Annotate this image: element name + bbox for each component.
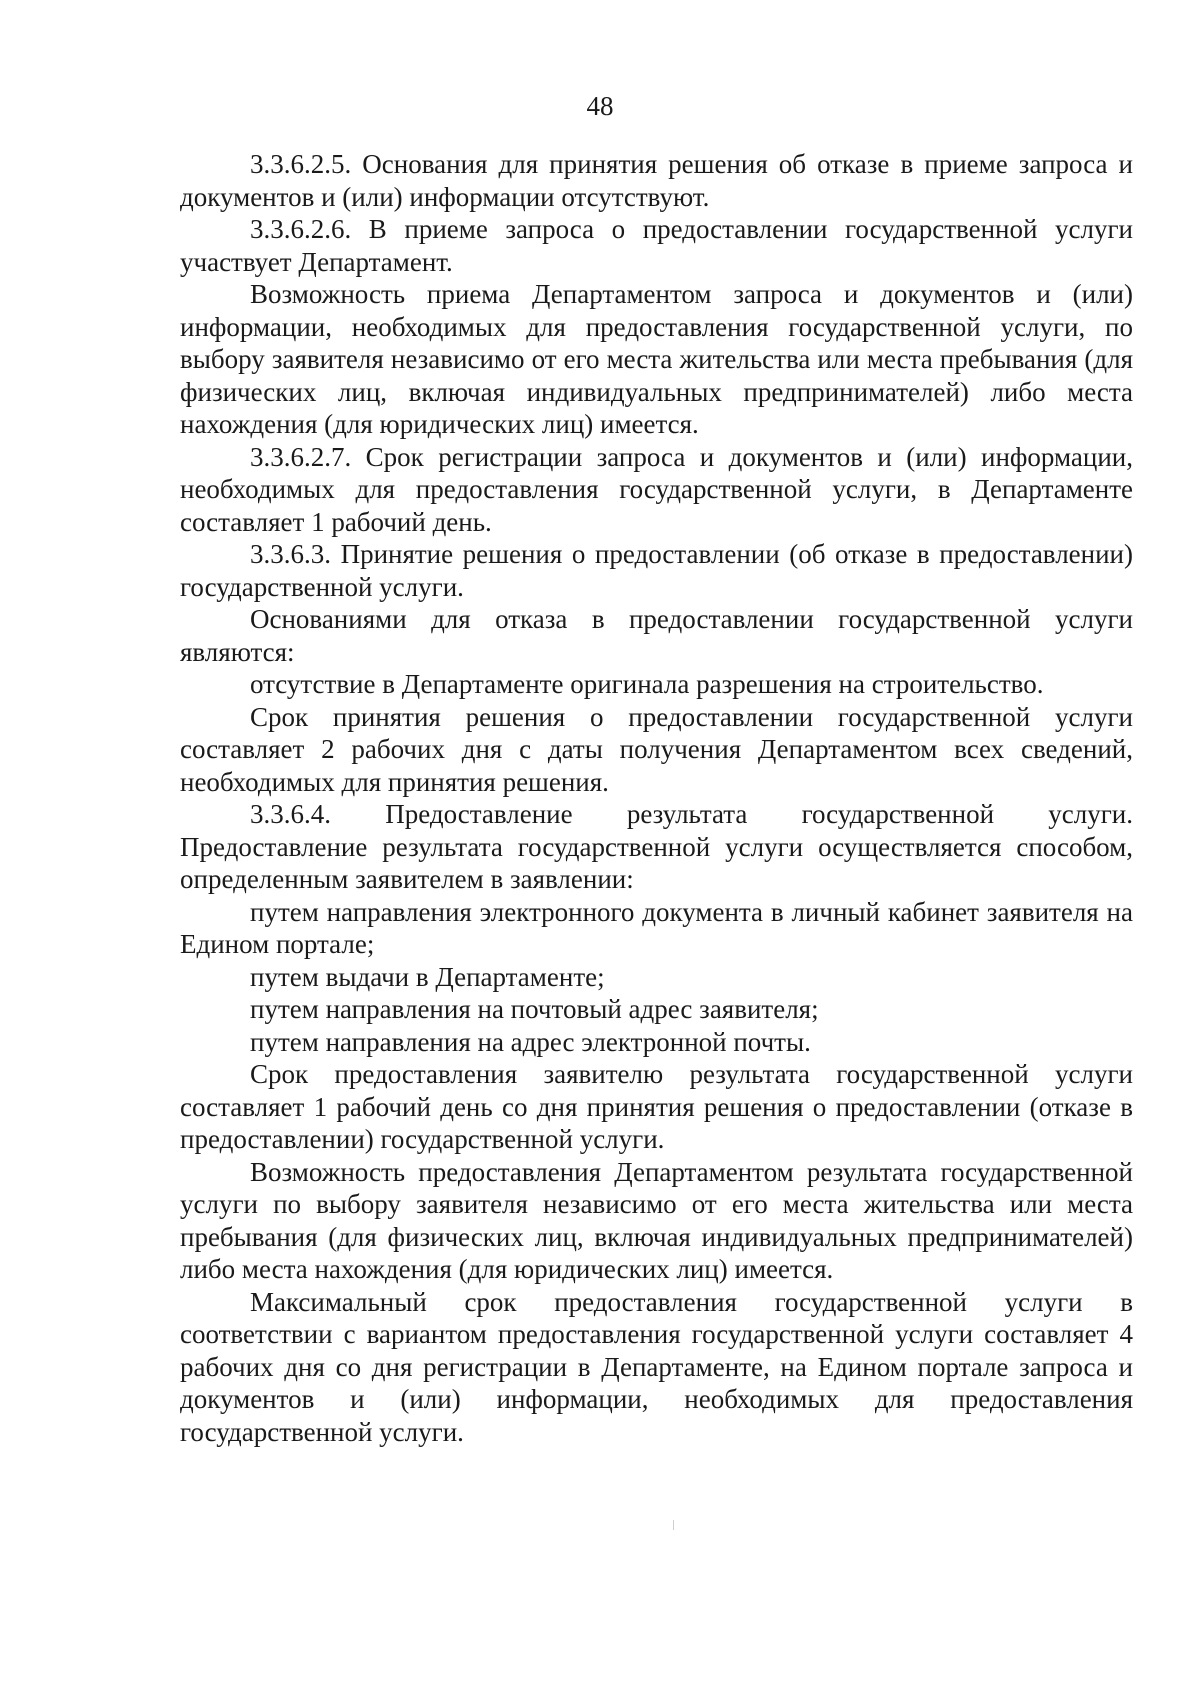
scan-speck: [673, 1520, 674, 1530]
paragraph-decision-term: Срок принятия решения о предоставлении государственной услуги составляет 2 рабочих дня с даты получения Департаментом всех сведений, необходимых для принятия решения.: [180, 701, 1133, 797]
paragraph-method-postal: путем направления на почтовый адрес заявителя;: [250, 994, 819, 1024]
paragraph-intake-possibility: Возможность приема Департаментом запроса и документов и (или) информации, необходимых для предоставления государственной услуги, по выбору заявителя независимо от его места жительства или места пребывания (для физических лиц, включая индивидуальных предпринимателей) либо места нахождения (для юридических лиц) имеется.: [180, 279, 1133, 439]
paragraph-3-3-6-3: 3.3.6.3. Принятие решения о предоставлении (об отказе в предоставлении) государственной услуги.: [180, 539, 1133, 602]
paragraph-method-personal-account: путем направления электронного документа в личный кабинет заявителя на Едином портале;: [180, 896, 1133, 959]
paragraph-refusal-ground-item: отсутствие в Департаменте оригинала разрешения на строительство.: [250, 669, 1044, 699]
paragraph-3-3-6-2-6: 3.3.6.2.6. В приеме запроса о предоставлении государственной услуги участвует Департамент.: [180, 214, 1133, 277]
paragraph-3-3-6-4: 3.3.6.4. Предоставление результата государственной услуги. Предоставление результата государственной услуги осуществляется способом, определенным заявителем в заявлении:: [180, 799, 1133, 894]
paragraph-refusal-grounds: Основаниями для отказа в предоставлении государственной услуги являются:: [180, 604, 1133, 667]
document-body: [180, 148, 1133, 1448]
paragraph-result-term: Срок предоставления заявителю результата государственной услуги составляет 1 рабочий день со дня принятия решения о предоставлении (отказе в предоставлении) государственной услуги.: [180, 1059, 1133, 1154]
paragraph-result-possibility: Возможность предоставления Департаментом результата государственной услуги по выбору заявителя независимо от его места жительства или места пребывания (для физических лиц, включая индивидуальных предпринимателей) либо места нахождения (для юридических лиц) имеется.: [180, 1156, 1133, 1284]
paragraph-maximum-term: Максимальный срок предоставления государственной услуги в соответствии с вариантом предоставления государственной услуги составляет 4 рабочих дня со дня регистрации в Департаменте, на Едином портале запроса и документов и (или) информации, необходимых для предоставления государственной услуги.: [180, 1286, 1133, 1447]
paragraph-method-email: путем направления на адрес электронной почты.: [250, 1026, 811, 1057]
paragraph-3-3-6-2-5: 3.3.6.2.5. Основания для принятия решения об отказе в приеме запроса и документов и (или) информации отсутствуют.: [180, 149, 1133, 212]
page-number: 48: [586, 91, 614, 121]
paragraph-method-department: путем выдачи в Департаменте;: [250, 961, 605, 992]
paragraph-3-3-6-2-7: 3.3.6.2.7. Срок регистрации запроса и документов и (или) информации, необходимых для предоставления государственной услуги, в Департаменте составляет 1 рабочий день.: [180, 441, 1133, 537]
